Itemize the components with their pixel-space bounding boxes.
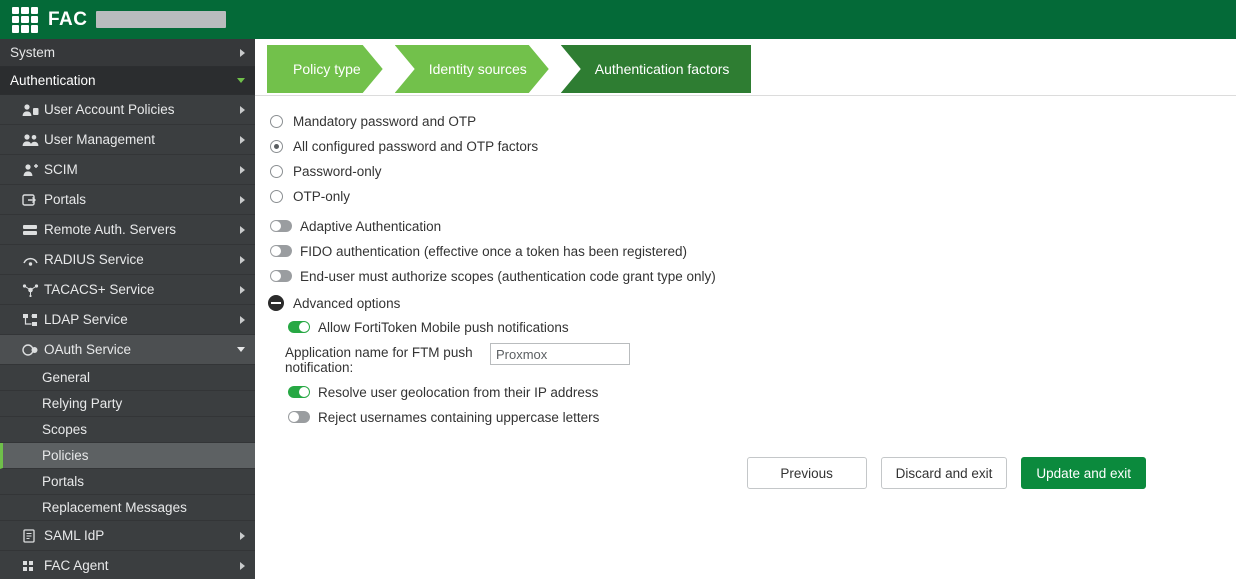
wizard-step-identity-sources-label: Identity sources [428,61,527,77]
sidebar-item-system[interactable] [0,39,255,67]
toggle-ftm-push-notifications[interactable] [267,316,1236,338]
sidebar-subitem-scopes[interactable] [0,417,255,443]
chevron-right-icon [240,226,245,234]
sidebar-subitem-replacement-messages[interactable] [0,495,255,521]
radio-icon[interactable] [270,165,283,178]
update-and-exit-button[interactable]: Update and exit [1021,457,1146,489]
toggle-authorize-scopes-label: End-user must authorize scopes (authentication code grant type only) [300,268,716,284]
radio-icon[interactable] [270,115,283,128]
toggle-ftm-push-notifications-label: Allow FortiToken Mobile push notifications [318,319,569,335]
chevron-right-icon [240,196,245,204]
radio-option-password-only-label: Password-only [293,163,382,179]
chevron-down-icon [237,78,245,83]
sidebar-item-radius-service-label: RADIUS Service [44,252,144,267]
sidebar-subitem-policies[interactable] [0,443,255,469]
collapse-minus-icon[interactable] [268,295,284,311]
sidebar-item-user-account-policies-label: User Account Policies [44,102,175,117]
chevron-down-icon [237,347,245,352]
fac-agent-icon [22,559,44,573]
radio-option-mandatory-password-otp[interactable] [267,110,1236,132]
ftm-application-name-row [285,343,1236,375]
sidebar-item-portals-label: Portals [44,192,87,207]
sidebar-subitem-general[interactable] [0,365,255,391]
remote-server-icon [22,223,44,237]
sidebar-subitem-scopes-label: Scopes [42,422,88,437]
wizard-step-policy-type[interactable] [267,45,383,93]
sidebar-item-user-management-label: User Management [44,132,156,147]
toggle-resolve-geolocation[interactable] [267,381,1236,403]
radio-option-password-only[interactable] [267,160,1236,182]
advanced-options-title: Advanced options [293,295,401,311]
body-container [0,39,1236,579]
sidebar-item-authentication[interactable] [0,67,255,95]
users-icon [22,133,44,147]
chevron-right-icon [240,532,245,540]
sidebar-subitem-portals-label: Portals [42,474,85,489]
oauth-icon [22,343,44,357]
discard-and-exit-button[interactable]: Discard and exit [881,457,1008,489]
ftm-application-name-label: Application name for FTM push notification: [285,345,473,375]
radio-option-all-configured-factors-label: All configured password and OTP factors [293,138,539,154]
toggle-authorize-scopes[interactable] [267,265,1236,287]
previous-button[interactable]: Previous [747,457,867,489]
sidebar-subitem-general-label: General [42,370,91,385]
sidebar-item-ldap-service[interactable] [0,305,255,335]
sidebar-subitem-relying-party[interactable] [0,391,255,417]
wizard-step-identity-sources[interactable] [395,45,549,93]
main-content [255,39,1236,579]
toggle-adaptive-authentication[interactable] [267,215,1236,237]
chevron-right-icon [240,136,245,144]
wizard-step-policy-type-label: Policy type [293,61,361,77]
tacacs-icon [22,283,44,297]
sidebar-item-ldap-service-label: LDAP Service [44,312,128,327]
chevron-right-icon [240,49,245,57]
chevron-right-icon [240,562,245,570]
chevron-right-icon [240,166,245,174]
sidebar-item-remote-auth-servers-label: Remote Auth. Servers [44,222,177,237]
sidebar-item-tacacs-service-label: TACACS+ Service [44,282,155,297]
radio-option-mandatory-password-otp-label: Mandatory password and OTP [293,113,477,129]
radio-option-otp-only[interactable] [267,185,1236,207]
sidebar-subitem-portals[interactable] [0,469,255,495]
sidebar-item-oauth-service-label: OAuth Service [44,342,132,357]
chevron-right-icon [240,256,245,264]
toggle-icon[interactable] [270,270,292,282]
sidebar-item-radius-service[interactable] [0,245,255,275]
advanced-options-header[interactable] [267,295,1236,311]
sidebar-item-user-account-policies[interactable] [0,95,255,125]
toggle-adaptive-authentication-label: Adaptive Authentication [300,218,442,234]
chevron-right-icon [240,106,245,114]
top-bar [0,0,1236,39]
radius-icon [22,253,44,267]
factors-form [255,96,1236,489]
sidebar-subitem-policies-label: Policies [42,448,89,463]
toggle-icon[interactable] [270,220,292,232]
sidebar-item-user-management[interactable] [0,125,255,155]
toggle-resolve-geolocation-label: Resolve user geolocation from their IP address [318,384,599,400]
toggle-icon[interactable] [288,411,310,423]
toggle-fido-authentication[interactable] [267,240,1236,262]
sidebar-item-saml-idp-label: SAML IdP [44,528,105,543]
sidebar-item-authentication-label: Authentication [10,73,96,88]
toggle-icon[interactable] [288,321,310,333]
toggle-icon[interactable] [270,245,292,257]
chevron-right-icon [240,286,245,294]
toggle-reject-uppercase-usernames[interactable] [267,406,1236,428]
form-actions [267,431,1236,489]
portal-icon [22,193,44,207]
radio-option-otp-only-label: OTP-only [293,188,351,204]
wizard-steps [255,39,1236,96]
radio-icon[interactable] [270,140,283,153]
sidebar-item-scim[interactable] [0,155,255,185]
ldap-icon [22,313,44,327]
chevron-right-icon [240,316,245,324]
sidebar-item-oauth-service[interactable] [0,335,255,365]
redacted-hostname [96,11,226,28]
radio-option-all-configured-factors[interactable] [267,135,1236,157]
scim-icon [22,163,44,177]
sidebar-item-portals[interactable] [0,185,255,215]
sidebar-subitem-relying-party-label: Relying Party [42,396,123,411]
saml-icon [22,529,44,543]
ftm-application-name-input[interactable] [490,343,630,365]
sidebar-subitem-replacement-messages-label: Replacement Messages [42,500,187,515]
sidebar-item-fac-agent-label: FAC Agent [44,558,109,573]
user-policy-icon [22,103,44,117]
brand-title [48,9,226,31]
sidebar-item-scim-label: SCIM [44,162,78,177]
toggle-reject-uppercase-usernames-label: Reject usernames containing uppercase letters [318,409,600,425]
toggle-fido-authentication-label: FIDO authentication (effective once a token has been registered) [300,243,687,259]
sidebar-item-saml-idp[interactable] [0,521,255,551]
wizard-step-authentication-factors-label: Authentication factors [594,61,730,77]
sidebar-item-remote-auth-servers[interactable] [0,215,255,245]
sidebar [0,39,255,579]
radio-icon[interactable] [270,190,283,203]
sidebar-item-tacacs-service[interactable] [0,275,255,305]
app-grid-icon[interactable] [12,7,38,33]
sidebar-item-system-label: System [10,45,56,60]
toggle-icon[interactable] [288,386,310,398]
sidebar-item-fac-agent[interactable] [0,551,255,579]
brand-text: FAC [48,8,88,30]
wizard-step-authentication-factors[interactable] [561,45,752,93]
